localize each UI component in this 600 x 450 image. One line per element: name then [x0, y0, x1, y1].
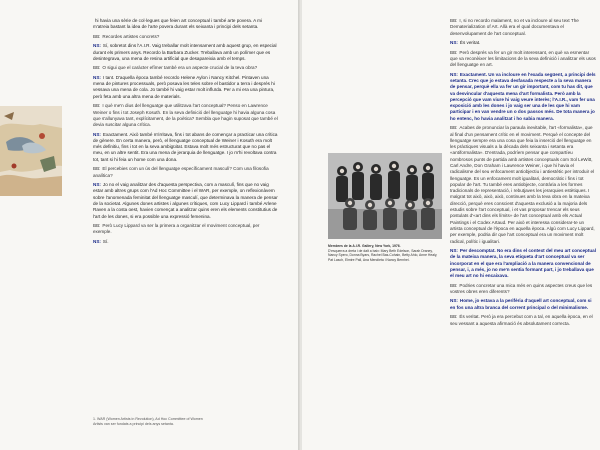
collage-illustration-icon	[0, 106, 62, 196]
paragraph-text: Però després va fer un gir molt interessant, en què va esmentar que va reconèixer les limitacions de la seva definició i analitzar els usos del llenguatge en art.	[450, 49, 596, 68]
speaker-label: NS:	[93, 131, 101, 137]
paragraph-text: El percebies com un ús del llenguatge específicament masculí? Com una filosofia analítica?	[93, 166, 269, 178]
paragraph	[450, 40, 596, 46]
paragraph	[450, 283, 596, 296]
left-text-column	[93, 18, 278, 248]
paragraph-text: Per descomptat. No era dins el context del meu art conceptual de la mateixa manera, la seva etiqueta d'art conceptual va ser incorporat en el que era l'ampliació a la manera convencional de pensar, i, a més, jo no me'n sentia formant part, i jo treballava que el meu art no hi encaixava.	[450, 248, 596, 279]
speaker-label: BB:	[450, 282, 458, 288]
paragraph	[450, 72, 596, 122]
caption-title: Membres de la A.I.R. Gallery, New York, 1976.	[328, 244, 401, 248]
speaker-label: NS:	[93, 238, 101, 244]
speaker-label: BB:	[93, 33, 101, 39]
speaker-label: BB:	[450, 125, 458, 131]
paragraph	[450, 50, 596, 69]
paragraph-text: Sí, sobretot dins l'A.I.R. Vaig treballar molt intensament amb aquest grup, en especial durant els primers anys. Recordo la Barbara Zucker. Treballava amb un polímer que es desintegrava, una mena de resina artificial que desapareixia amb el temps.	[93, 43, 277, 61]
paragraph	[450, 314, 596, 327]
speaker-label: NS:	[450, 248, 458, 254]
speaker-label: NS:	[450, 298, 458, 304]
caption-text: D'esquerra a dreta i de dalt a baix: Mary Beth Edelson, Sarah Draney, Nancy Spero, Donna Byars, Rachel Bas-Cohain, Betty Ahlo, Anne Healy, Pat Lasch, Elmire Pall, Ana Mendieta i Nancy Bernhei.	[328, 248, 438, 262]
paragraph-text: Exactament. Això també m'irritava, fins i tot abans de començar a practicar una crítica de gènere. En certa manera, però, el llenguatge conceptual de Weiner i Kosuth era molt més definitiu, fins i tot en la seva ambigüitat. Estava molt més estructurat que no pas el meu, en un altre sentit. Era una mena de jerarquia de llenguatge. I jo m'hi revoltava contra tot, tant si hi feia un home com una dona.	[93, 131, 278, 162]
paragraph	[93, 223, 278, 236]
speaker-label: NS:	[93, 43, 101, 49]
paragraph-text: Recordes artistes concrets?	[102, 33, 160, 39]
paragraph	[450, 125, 596, 245]
paragraph-text: Acabes de pronunciar la paraula inevitable, l'art «formalista», que al final d'un pensament crític en el moviment. Perquè el concepte del llenguatge sempre era una cosa que feia la inserció del llenguatge en les pràctiques visuals a la dècada dels seixanta i setanta era «antiformalista». D'entrada, podríem pensar que compartíeu nombrosos punts de partida amb artistes conceptuals com Sol LeWitt, Carl Andre, Don Graham i Lawrence Weiner, i que hi havia el radicalisme del seu enfocament antiobjectiu i antiestètic per introduir el llenguatge. Es un enfocament molt igualitari, democràtic i fins i tot popular de l'art. Tu també eres antiobjecte, contrària a les formes tradicionals de representació, i rebutjaves les jerarquies estètiques. I malgrat tot això, això, això, continues amb la teva obra en la mateixa direcció, perquè eres conscient d'aquesta exclusió a la majoria dels estudis sobre l'art conceptual, i et vas proposar trencar els seus postulats d'«art dins els límits» de l'art conceptual amb els Actual Paintings i el Codex Artaud. Per això et interessa considerar-te un artista conceptual de l'època en aquella època. Algú com Lucy Lippard, per exemple, podria dir que l'art conceptual era un moviment molt radical, polític i igualitari.	[450, 125, 595, 244]
speaker-label: BB:	[93, 65, 101, 71]
speaker-label: BB:	[450, 314, 458, 320]
group-photo	[328, 153, 442, 239]
paragraph	[450, 18, 596, 37]
paragraph	[93, 166, 278, 179]
paragraph-text: O sigui que el caràcter efímer també era un aspecte crucial de la teva obra?	[102, 65, 258, 71]
paragraph	[93, 239, 278, 245]
paragraph-text: Però Lucy Lippard va ser la primera a organitzar el moviment conceptual, per exemple.	[93, 223, 260, 235]
paragraph-text: I què me'n dius del llenguatge que utilitzava l'art conceptual? Penso en Lawrence Weiner o fins i tot Joseph Kosuth. En la seva definició del llenguatge hi havia alguna cosa que s'allunyava tant, explícitament, de la poètica? Sembla que hagin suposat que també el devia suscitar alguna crítica.	[93, 103, 278, 128]
paragraph-text: I, si no recordo malament, no et va incloure al seu text The Dematerialization of Art. Allà era el qual documentava el desenvolupament de l'art conceptual.	[450, 18, 579, 36]
paragraph	[450, 298, 596, 311]
speaker-label: NS:	[450, 71, 458, 77]
group-photo-icon	[328, 153, 442, 239]
speaker-label: BB:	[450, 18, 458, 23]
paragraph	[93, 182, 278, 220]
paragraph-text: Exactament. Un va incloure en l'exada següent, a principi dels setanta. Crec que jo estava desfasada respecte a la seva manera de pensar, perquè ella va fer un gir important, com tu has dit, que va desvincular d'aquesta mena d'art formalista. Però amb la percepció que vam viure hi vaig veure interès; l'A.I.R., vam fer una exposició amb les dones i jo vaig ser una de les que hi vam participar i en van vendre un o dos passos més. De tota manera jo ho entenc, ho havia analitzat i ho sabia manera.	[450, 71, 596, 121]
paragraph-text: Podries concretar una mica més en quins aspectes creus que les vostres obres eren diferents?	[450, 282, 593, 294]
paragraph	[450, 248, 596, 279]
paragraph-text: És veritat. Però ja era percebut com a tal, en aquella època, en el seu vessant a aquesta afirmació és absolutament correcta.	[450, 314, 593, 326]
speaker-label: BB:	[450, 49, 458, 55]
paragraph	[93, 65, 278, 71]
speaker-label: BB:	[93, 223, 101, 228]
paragraph-text: És veritat.	[459, 40, 481, 46]
paragraph	[93, 34, 278, 40]
paragraph	[93, 75, 278, 100]
footnote: 1. WAR (Women Artists in Revolution), Ad Hoc Committee of Women Artists van ser fundats a principi dels anys setanta.	[93, 417, 203, 426]
paragraph-text: I tant. D'aquella època també recordo Helene Aylon i Nancy Kitchel. Pintaven una mena de pintures processuals, però posava les teles sobre el bastidor a terra i després hi vessava una mena de cola. Jo també hi vaig estar molt influïda. Per a mi era una pintura, però feta amb una altra mena de materials.	[93, 74, 275, 99]
paragraph	[93, 103, 278, 128]
speaker-label: NS:	[93, 74, 101, 80]
paragraph	[93, 18, 278, 31]
right-page	[302, 0, 600, 450]
collage-artwork	[0, 106, 62, 196]
paragraph	[93, 43, 278, 62]
photo-caption	[328, 244, 442, 262]
speaker-label: BB:	[93, 166, 101, 172]
speaker-label: BB:	[93, 103, 101, 109]
paragraph	[93, 132, 278, 163]
speaker-label: NS:	[93, 182, 101, 188]
paragraph-text: Home, jo estava a la perifèria d'aquell art conceptual, com si en fos una altra branca del corrent principal o del minimalisme.	[450, 298, 592, 310]
right-text-column	[450, 18, 596, 330]
paragraph-text: Jo no el vaig analitzar des d'aquesta perspectiva, com a masculí, fins que no vaig estar amb altres grups com l'Ad Hoc Committee i el WAR, per exemple, on reflexionàvem sobre l'anomenada feminitat del llenguatge masculí, que determinava la manera de pensar de la societat. Algunes dones artistes i algunes crítiques, com Lucy Lippard i també Arlene Raven a la costa oest, havien començat a analitzar quins eren els elements constitutius de l'art de les dones, si era possible una expressió femenina.	[93, 182, 278, 219]
paragraph-text: Sí.	[102, 238, 109, 244]
speaker-label: NS:	[450, 40, 458, 46]
paragraph-text: hi havia una sèrie de col·legues que feien art conceptual i també arte povera. A mi m'atreia bastant la idea de l'arte povera durant els seixanta i principi dels setanta.	[93, 18, 263, 30]
